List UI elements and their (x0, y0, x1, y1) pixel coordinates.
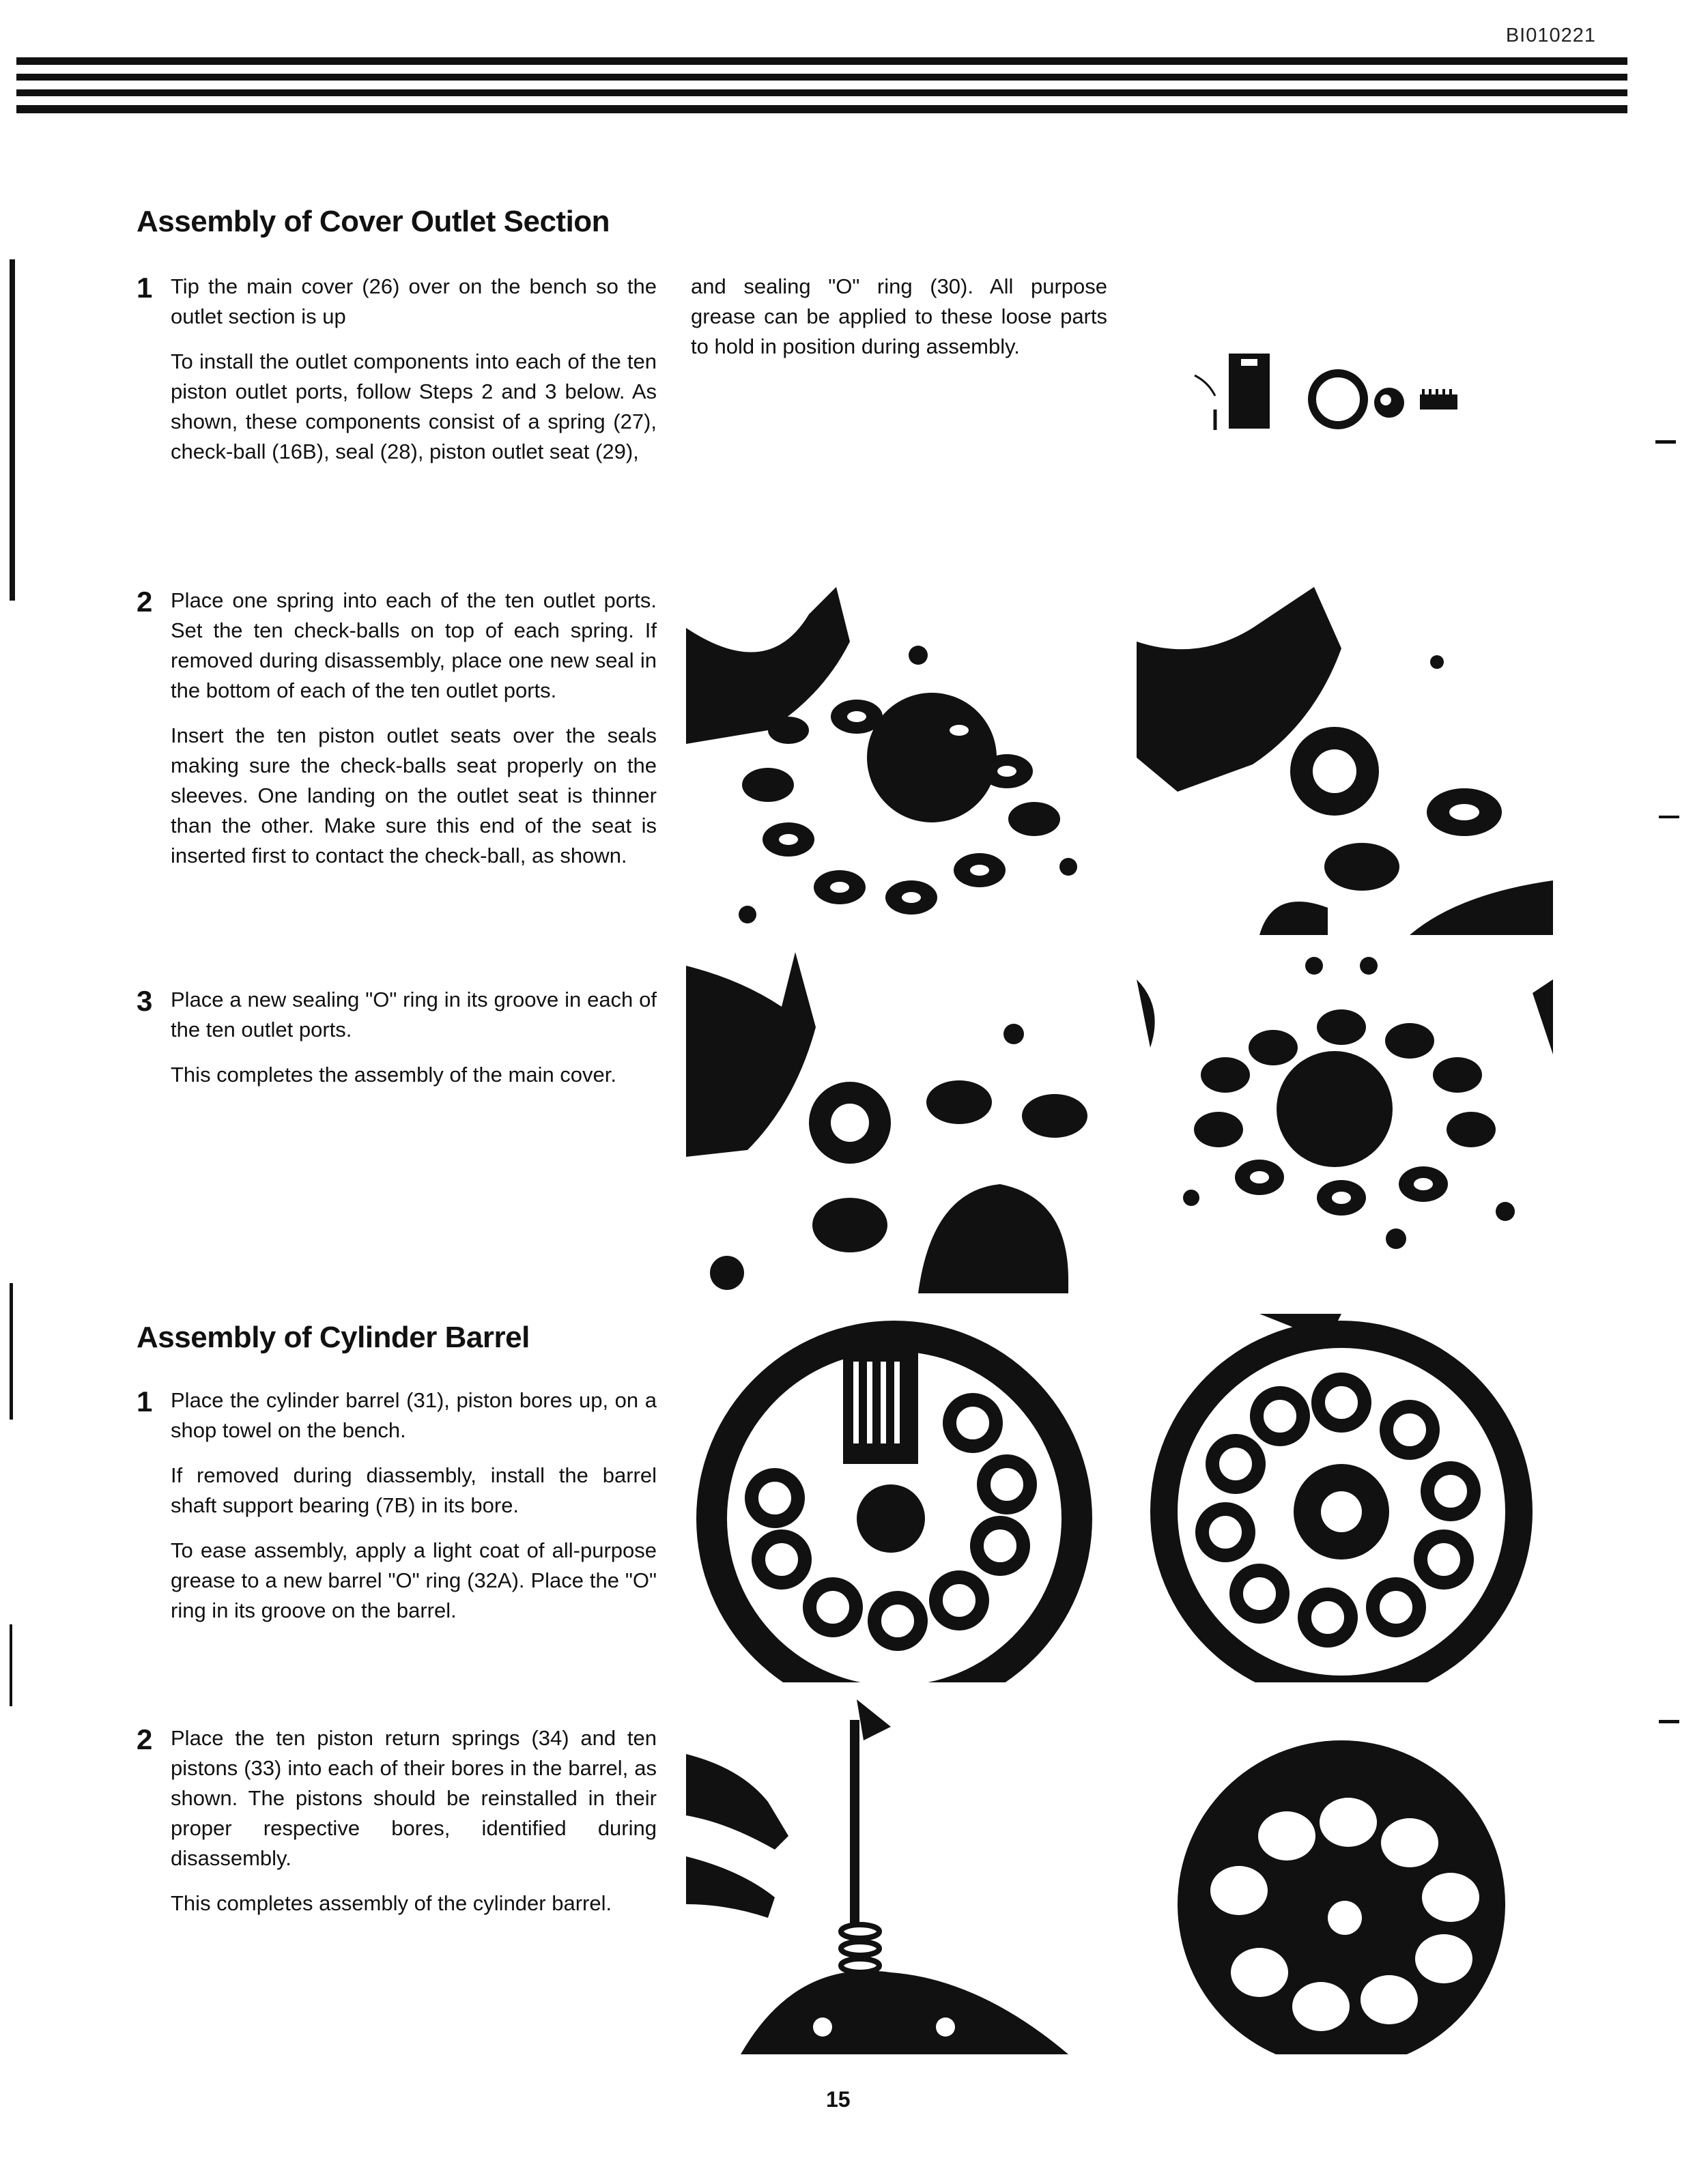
step-number: 3 (137, 985, 153, 1017)
outlet-ports-photo-left (686, 587, 1102, 935)
step-number: 1 (137, 272, 153, 304)
page-number: 15 (826, 2087, 851, 2112)
section-heading-cover-outlet: Assembly of Cover Outlet Section (137, 205, 610, 238)
step-text (171, 1385, 657, 1641)
section-heading-cylinder-barrel: Assembly of Cylinder Barrel (137, 1321, 530, 1354)
header-rule-2 (16, 74, 1627, 81)
paragraph: Place a new sealing "O" ring in its groove in each of the ten outlet ports. (171, 988, 657, 1041)
paragraph: This completes assembly of the cylinder barrel. (171, 1891, 612, 1915)
scan-edge-mark (1659, 816, 1679, 818)
step-text (171, 1723, 657, 1934)
paragraph: Tip the main cover (26) over on the bench so the outlet section is up (171, 274, 657, 328)
scan-edge-mark (1659, 1720, 1679, 1723)
paragraph: Place the cylinder barrel (31), piston bores up, on a shop towel on the bench. (171, 1388, 657, 1442)
header-rule-1 (16, 57, 1627, 65)
outlet-components-photo (1188, 334, 1543, 457)
step-number: 2 (137, 586, 153, 618)
piston-springs-photo-right (1137, 1699, 1553, 2054)
paragraph: Insert the ten piston outlet seats over the seals making sure the check-balls seat properly on the sleeves. One landing on the outlet seat is thinner than the other. Make sure this end of the seat is inserted first to contact the check-ball, as shown. (171, 723, 657, 867)
scan-edge-mark (10, 1283, 13, 1420)
paragraph: To install the outlet components into each of the ten piston outlet ports, follow Steps 2 and 3 below. As shown, these components consist of a spring (27), check-ball (16B), seal (28), piston outlet seat (29), (171, 349, 657, 463)
step-number: 1 (137, 1385, 153, 1418)
step-text (171, 272, 657, 482)
paragraph: This completes the assembly of the main cover. (171, 1063, 617, 1087)
document-id: BI010221 (1505, 25, 1596, 46)
scan-edge-mark (1655, 440, 1676, 444)
step-text (171, 586, 657, 886)
sealing-oring-photo-right (1137, 952, 1553, 1293)
scan-edge-mark (10, 259, 15, 601)
header-rule-3 (16, 89, 1627, 96)
paragraph: and sealing "O" ring (30). All purpose grease can be applied to these loose parts to hold in position during assembly. (691, 274, 1107, 358)
cylinder-barrel-photo-left (686, 1314, 1102, 1682)
outlet-ports-photo-right (1137, 587, 1553, 935)
step-text (171, 985, 657, 1105)
piston-springs-photo-left (686, 1699, 1102, 2054)
paragraph: Place the ten piston return springs (34) and ten pistons (33) into each of their bores in the barrel, as shown. The pistons should be reinstalled in their proper respective bores, identified during disassembly. (171, 1726, 657, 1870)
paragraph: If removed during diassembly, install the barrel shaft support bearing (7B) in its bore. (171, 1463, 657, 1517)
step-text-continued (691, 272, 1107, 377)
sealing-oring-photo-left (686, 952, 1102, 1293)
paragraph: Place one spring into each of the ten outlet ports. Set the ten check-balls on top of each spring. If removed during disassembly, place one new seal in the bottom of each of the ten outlet ports. (171, 588, 657, 702)
paragraph: To ease assembly, apply a light coat of all-purpose grease to a new barrel "O" ring (32A). Place the "O" ring in its groove on the barrel. (171, 1538, 657, 1622)
scan-edge-mark (10, 1624, 12, 1706)
step-number: 2 (137, 1723, 153, 1755)
cylinder-barrel-photo-right (1137, 1314, 1553, 1682)
header-rule-4 (16, 105, 1627, 113)
